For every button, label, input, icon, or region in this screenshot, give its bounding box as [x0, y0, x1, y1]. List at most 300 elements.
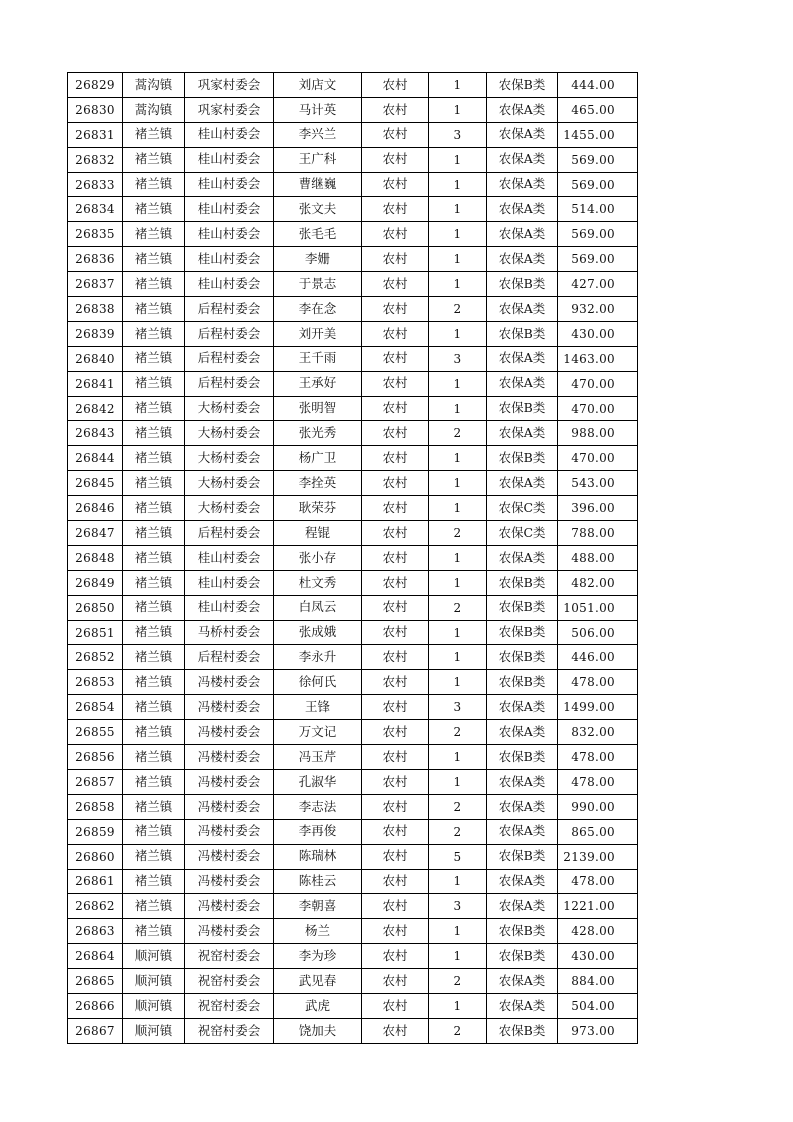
record-number-cell: 26862 [68, 894, 123, 919]
table-row [68, 247, 638, 272]
insurance-category-cell: 农保A类 [487, 247, 558, 272]
person-name-cell: 刘开美 [274, 321, 362, 346]
household-count-cell: 3 [429, 122, 487, 147]
village-committee-cell: 冯楼村委会 [185, 919, 274, 944]
area-type-cell: 农村 [362, 794, 429, 819]
record-number-cell: 26861 [68, 869, 123, 894]
village-committee-cell: 冯楼村委会 [185, 670, 274, 695]
village-committee-cell: 桂山村委会 [185, 172, 274, 197]
table-row [68, 993, 638, 1018]
person-name-cell: 饶加夫 [274, 1018, 362, 1043]
village-committee-cell: 后程村委会 [185, 645, 274, 670]
amount-cell: 990.00 [558, 794, 638, 819]
area-type-cell: 农村 [362, 645, 429, 670]
person-name-cell: 武见春 [274, 969, 362, 994]
person-name-cell: 杨广卫 [274, 446, 362, 471]
person-name-cell: 张毛毛 [274, 222, 362, 247]
area-type-cell: 农村 [362, 894, 429, 919]
table-row [68, 371, 638, 396]
table-row [68, 172, 638, 197]
area-type-cell: 农村 [362, 545, 429, 570]
table-row [68, 844, 638, 869]
insurance-category-cell: 农保A类 [487, 97, 558, 122]
amount-cell: 1455.00 [558, 122, 638, 147]
village-committee-cell: 巩家村委会 [185, 73, 274, 98]
person-name-cell: 杜文秀 [274, 570, 362, 595]
person-name-cell: 李在念 [274, 297, 362, 322]
amount-cell: 1463.00 [558, 346, 638, 371]
household-count-cell: 1 [429, 944, 487, 969]
village-committee-cell: 马桥村委会 [185, 620, 274, 645]
record-number-cell: 26860 [68, 844, 123, 869]
town-cell: 褚兰镇 [123, 869, 185, 894]
table-row [68, 321, 638, 346]
area-type-cell: 农村 [362, 172, 429, 197]
town-cell: 褚兰镇 [123, 521, 185, 546]
amount-cell: 470.00 [558, 396, 638, 421]
beneficiary-table [67, 72, 638, 1044]
table-row [68, 570, 638, 595]
village-committee-cell: 祝窑村委会 [185, 944, 274, 969]
area-type-cell: 农村 [362, 670, 429, 695]
household-count-cell: 2 [429, 819, 487, 844]
table-row [68, 745, 638, 770]
town-cell: 褚兰镇 [123, 620, 185, 645]
person-name-cell: 耿荣芬 [274, 496, 362, 521]
village-committee-cell: 冯楼村委会 [185, 695, 274, 720]
record-number-cell: 26852 [68, 645, 123, 670]
amount-cell: 427.00 [558, 272, 638, 297]
household-count-cell: 1 [429, 919, 487, 944]
household-count-cell: 1 [429, 496, 487, 521]
insurance-category-cell: 农保A类 [487, 819, 558, 844]
village-committee-cell: 桂山村委会 [185, 197, 274, 222]
household-count-cell: 1 [429, 446, 487, 471]
insurance-category-cell: 农保A类 [487, 346, 558, 371]
area-type-cell: 农村 [362, 272, 429, 297]
town-cell: 褚兰镇 [123, 172, 185, 197]
record-number-cell: 26832 [68, 147, 123, 172]
household-count-cell: 2 [429, 794, 487, 819]
village-committee-cell: 冯楼村委会 [185, 819, 274, 844]
person-name-cell: 杨兰 [274, 919, 362, 944]
table-row [68, 222, 638, 247]
town-cell: 褚兰镇 [123, 346, 185, 371]
village-committee-cell: 祝窑村委会 [185, 1018, 274, 1043]
household-count-cell: 1 [429, 73, 487, 98]
record-number-cell: 26834 [68, 197, 123, 222]
insurance-category-cell: 农保A类 [487, 222, 558, 247]
insurance-category-cell: 农保B类 [487, 570, 558, 595]
table-row [68, 446, 638, 471]
area-type-cell: 农村 [362, 122, 429, 147]
table-row [68, 521, 638, 546]
record-number-cell: 26863 [68, 919, 123, 944]
amount-cell: 514.00 [558, 197, 638, 222]
area-type-cell: 农村 [362, 819, 429, 844]
household-count-cell: 3 [429, 894, 487, 919]
person-name-cell: 张光秀 [274, 421, 362, 446]
insurance-category-cell: 农保A类 [487, 545, 558, 570]
village-committee-cell: 桂山村委会 [185, 122, 274, 147]
town-cell: 褚兰镇 [123, 496, 185, 521]
area-type-cell: 农村 [362, 620, 429, 645]
area-type-cell: 农村 [362, 745, 429, 770]
table-row [68, 670, 638, 695]
record-number-cell: 26854 [68, 695, 123, 720]
insurance-category-cell: 农保A类 [487, 297, 558, 322]
insurance-category-cell: 农保B类 [487, 73, 558, 98]
table-row [68, 147, 638, 172]
insurance-category-cell: 农保A类 [487, 695, 558, 720]
record-number-cell: 26850 [68, 595, 123, 620]
household-count-cell: 1 [429, 97, 487, 122]
person-name-cell: 李姗 [274, 247, 362, 272]
village-committee-cell: 大杨村委会 [185, 471, 274, 496]
record-number-cell: 26842 [68, 396, 123, 421]
village-committee-cell: 后程村委会 [185, 371, 274, 396]
person-name-cell: 冯玉芹 [274, 745, 362, 770]
record-number-cell: 26845 [68, 471, 123, 496]
amount-cell: 478.00 [558, 745, 638, 770]
village-committee-cell: 后程村委会 [185, 521, 274, 546]
household-count-cell: 3 [429, 695, 487, 720]
amount-cell: 832.00 [558, 720, 638, 745]
table-row [68, 869, 638, 894]
town-cell: 褚兰镇 [123, 247, 185, 272]
record-number-cell: 26853 [68, 670, 123, 695]
record-number-cell: 26831 [68, 122, 123, 147]
person-name-cell: 王锋 [274, 695, 362, 720]
town-cell: 顺河镇 [123, 969, 185, 994]
table-row [68, 197, 638, 222]
insurance-category-cell: 农保C类 [487, 496, 558, 521]
town-cell: 褚兰镇 [123, 222, 185, 247]
table-row [68, 122, 638, 147]
person-name-cell: 于景志 [274, 272, 362, 297]
person-name-cell: 张小存 [274, 545, 362, 570]
area-type-cell: 农村 [362, 720, 429, 745]
person-name-cell: 徐何氏 [274, 670, 362, 695]
record-number-cell: 26830 [68, 97, 123, 122]
town-cell: 褚兰镇 [123, 371, 185, 396]
town-cell: 褚兰镇 [123, 769, 185, 794]
town-cell: 褚兰镇 [123, 122, 185, 147]
amount-cell: 543.00 [558, 471, 638, 496]
area-type-cell: 农村 [362, 695, 429, 720]
area-type-cell: 农村 [362, 521, 429, 546]
person-name-cell: 李拴英 [274, 471, 362, 496]
record-number-cell: 26844 [68, 446, 123, 471]
record-number-cell: 26856 [68, 745, 123, 770]
person-name-cell: 张明智 [274, 396, 362, 421]
record-number-cell: 26851 [68, 620, 123, 645]
table-row [68, 794, 638, 819]
table-row [68, 769, 638, 794]
area-type-cell: 农村 [362, 147, 429, 172]
table-row [68, 944, 638, 969]
area-type-cell: 农村 [362, 1018, 429, 1043]
person-name-cell: 王承好 [274, 371, 362, 396]
insurance-category-cell: 农保B类 [487, 1018, 558, 1043]
amount-cell: 428.00 [558, 919, 638, 944]
record-number-cell: 26837 [68, 272, 123, 297]
village-committee-cell: 大杨村委会 [185, 446, 274, 471]
record-number-cell: 26840 [68, 346, 123, 371]
person-name-cell: 马计英 [274, 97, 362, 122]
household-count-cell: 1 [429, 371, 487, 396]
insurance-category-cell: 农保A类 [487, 869, 558, 894]
record-number-cell: 26829 [68, 73, 123, 98]
amount-cell: 988.00 [558, 421, 638, 446]
insurance-category-cell: 农保B类 [487, 620, 558, 645]
household-count-cell: 2 [429, 720, 487, 745]
amount-cell: 470.00 [558, 371, 638, 396]
insurance-category-cell: 农保A类 [487, 769, 558, 794]
household-count-cell: 1 [429, 570, 487, 595]
amount-cell: 569.00 [558, 147, 638, 172]
area-type-cell: 农村 [362, 197, 429, 222]
person-name-cell: 王广科 [274, 147, 362, 172]
table-row [68, 695, 638, 720]
record-number-cell: 26855 [68, 720, 123, 745]
area-type-cell: 农村 [362, 222, 429, 247]
village-committee-cell: 冯楼村委会 [185, 769, 274, 794]
town-cell: 褚兰镇 [123, 670, 185, 695]
person-name-cell: 王千雨 [274, 346, 362, 371]
town-cell: 褚兰镇 [123, 570, 185, 595]
person-name-cell: 刘店文 [274, 73, 362, 98]
village-committee-cell: 巩家村委会 [185, 97, 274, 122]
record-number-cell: 26859 [68, 819, 123, 844]
table-row [68, 297, 638, 322]
village-committee-cell: 冯楼村委会 [185, 745, 274, 770]
town-cell: 褚兰镇 [123, 272, 185, 297]
person-name-cell: 陈瑞林 [274, 844, 362, 869]
household-count-cell: 5 [429, 844, 487, 869]
amount-cell: 465.00 [558, 97, 638, 122]
table-row [68, 595, 638, 620]
insurance-category-cell: 农保B类 [487, 919, 558, 944]
household-count-cell: 1 [429, 993, 487, 1018]
table-row [68, 1018, 638, 1043]
table-row [68, 919, 638, 944]
area-type-cell: 农村 [362, 346, 429, 371]
household-count-cell: 2 [429, 1018, 487, 1043]
insurance-category-cell: 农保A类 [487, 471, 558, 496]
amount-cell: 1499.00 [558, 695, 638, 720]
insurance-category-cell: 农保B类 [487, 396, 558, 421]
household-count-cell: 1 [429, 545, 487, 570]
village-committee-cell: 桂山村委会 [185, 545, 274, 570]
insurance-category-cell: 农保B类 [487, 844, 558, 869]
table-row [68, 421, 638, 446]
village-committee-cell: 祝窑村委会 [185, 969, 274, 994]
town-cell: 褚兰镇 [123, 794, 185, 819]
table-row [68, 969, 638, 994]
amount-cell: 478.00 [558, 769, 638, 794]
amount-cell: 865.00 [558, 819, 638, 844]
town-cell: 褚兰镇 [123, 147, 185, 172]
amount-cell: 470.00 [558, 446, 638, 471]
insurance-category-cell: 农保B类 [487, 944, 558, 969]
town-cell: 褚兰镇 [123, 894, 185, 919]
table-row [68, 620, 638, 645]
town-cell: 蒿沟镇 [123, 73, 185, 98]
amount-cell: 1051.00 [558, 595, 638, 620]
household-count-cell: 1 [429, 247, 487, 272]
village-committee-cell: 冯楼村委会 [185, 720, 274, 745]
town-cell: 褚兰镇 [123, 645, 185, 670]
town-cell: 褚兰镇 [123, 745, 185, 770]
area-type-cell: 农村 [362, 993, 429, 1018]
record-number-cell: 26865 [68, 969, 123, 994]
person-name-cell: 孔淑华 [274, 769, 362, 794]
village-committee-cell: 桂山村委会 [185, 147, 274, 172]
town-cell: 顺河镇 [123, 944, 185, 969]
town-cell: 褚兰镇 [123, 446, 185, 471]
insurance-category-cell: 农保B类 [487, 595, 558, 620]
insurance-category-cell: 农保B类 [487, 670, 558, 695]
table-row [68, 819, 638, 844]
person-name-cell: 白凤云 [274, 595, 362, 620]
area-type-cell: 农村 [362, 769, 429, 794]
person-name-cell: 张成娥 [274, 620, 362, 645]
area-type-cell: 农村 [362, 570, 429, 595]
town-cell: 褚兰镇 [123, 919, 185, 944]
amount-cell: 569.00 [558, 172, 638, 197]
record-number-cell: 26858 [68, 794, 123, 819]
insurance-category-cell: 农保B类 [487, 321, 558, 346]
household-count-cell: 1 [429, 645, 487, 670]
town-cell: 褚兰镇 [123, 471, 185, 496]
household-count-cell: 2 [429, 969, 487, 994]
amount-cell: 396.00 [558, 496, 638, 521]
insurance-category-cell: 农保B类 [487, 446, 558, 471]
household-count-cell: 2 [429, 595, 487, 620]
town-cell: 褚兰镇 [123, 595, 185, 620]
area-type-cell: 农村 [362, 97, 429, 122]
record-number-cell: 26867 [68, 1018, 123, 1043]
person-name-cell: 万文记 [274, 720, 362, 745]
area-type-cell: 农村 [362, 944, 429, 969]
household-count-cell: 1 [429, 172, 487, 197]
village-committee-cell: 桂山村委会 [185, 570, 274, 595]
record-number-cell: 26849 [68, 570, 123, 595]
insurance-category-cell: 农保A类 [487, 794, 558, 819]
amount-cell: 504.00 [558, 993, 638, 1018]
insurance-category-cell: 农保B类 [487, 745, 558, 770]
village-committee-cell: 后程村委会 [185, 297, 274, 322]
person-name-cell: 李再俊 [274, 819, 362, 844]
village-committee-cell: 桂山村委会 [185, 595, 274, 620]
record-number-cell: 26835 [68, 222, 123, 247]
household-count-cell: 1 [429, 471, 487, 496]
household-count-cell: 1 [429, 197, 487, 222]
village-committee-cell: 后程村委会 [185, 321, 274, 346]
town-cell: 褚兰镇 [123, 421, 185, 446]
person-name-cell: 程锟 [274, 521, 362, 546]
person-name-cell: 李朝喜 [274, 894, 362, 919]
area-type-cell: 农村 [362, 844, 429, 869]
area-type-cell: 农村 [362, 969, 429, 994]
record-number-cell: 26838 [68, 297, 123, 322]
household-count-cell: 1 [429, 147, 487, 172]
household-count-cell: 2 [429, 521, 487, 546]
household-count-cell: 2 [429, 297, 487, 322]
household-count-cell: 1 [429, 670, 487, 695]
record-number-cell: 26848 [68, 545, 123, 570]
household-count-cell: 1 [429, 222, 487, 247]
table-row [68, 894, 638, 919]
village-committee-cell: 大杨村委会 [185, 396, 274, 421]
amount-cell: 788.00 [558, 521, 638, 546]
area-type-cell: 农村 [362, 297, 429, 322]
household-count-cell: 1 [429, 396, 487, 421]
insurance-category-cell: 农保A类 [487, 720, 558, 745]
table-row [68, 645, 638, 670]
amount-cell: 569.00 [558, 247, 638, 272]
town-cell: 蒿沟镇 [123, 97, 185, 122]
amount-cell: 478.00 [558, 869, 638, 894]
village-committee-cell: 桂山村委会 [185, 222, 274, 247]
household-count-cell: 1 [429, 321, 487, 346]
town-cell: 褚兰镇 [123, 819, 185, 844]
table-row [68, 396, 638, 421]
amount-cell: 482.00 [558, 570, 638, 595]
household-count-cell: 1 [429, 869, 487, 894]
table-row [68, 346, 638, 371]
amount-cell: 884.00 [558, 969, 638, 994]
record-number-cell: 26839 [68, 321, 123, 346]
insurance-category-cell: 农保A类 [487, 993, 558, 1018]
area-type-cell: 农村 [362, 496, 429, 521]
table-row [68, 720, 638, 745]
record-number-cell: 26857 [68, 769, 123, 794]
village-committee-cell: 大杨村委会 [185, 496, 274, 521]
insurance-category-cell: 农保A类 [487, 894, 558, 919]
village-committee-cell: 大杨村委会 [185, 421, 274, 446]
table-row [68, 471, 638, 496]
village-committee-cell: 桂山村委会 [185, 272, 274, 297]
household-count-cell: 1 [429, 769, 487, 794]
record-number-cell: 26847 [68, 521, 123, 546]
town-cell: 褚兰镇 [123, 545, 185, 570]
town-cell: 褚兰镇 [123, 396, 185, 421]
insurance-category-cell: 农保A类 [487, 421, 558, 446]
record-number-cell: 26866 [68, 993, 123, 1018]
area-type-cell: 农村 [362, 247, 429, 272]
town-cell: 褚兰镇 [123, 297, 185, 322]
person-name-cell: 陈桂云 [274, 869, 362, 894]
area-type-cell: 农村 [362, 321, 429, 346]
table-row [68, 272, 638, 297]
area-type-cell: 农村 [362, 396, 429, 421]
insurance-category-cell: 农保C类 [487, 521, 558, 546]
amount-cell: 932.00 [558, 297, 638, 322]
household-count-cell: 2 [429, 421, 487, 446]
amount-cell: 2139.00 [558, 844, 638, 869]
town-cell: 褚兰镇 [123, 197, 185, 222]
insurance-category-cell: 农保B类 [487, 645, 558, 670]
town-cell: 褚兰镇 [123, 695, 185, 720]
amount-cell: 430.00 [558, 321, 638, 346]
person-name-cell: 曹继巍 [274, 172, 362, 197]
amount-cell: 569.00 [558, 222, 638, 247]
area-type-cell: 农村 [362, 919, 429, 944]
area-type-cell: 农村 [362, 73, 429, 98]
town-cell: 褚兰镇 [123, 844, 185, 869]
